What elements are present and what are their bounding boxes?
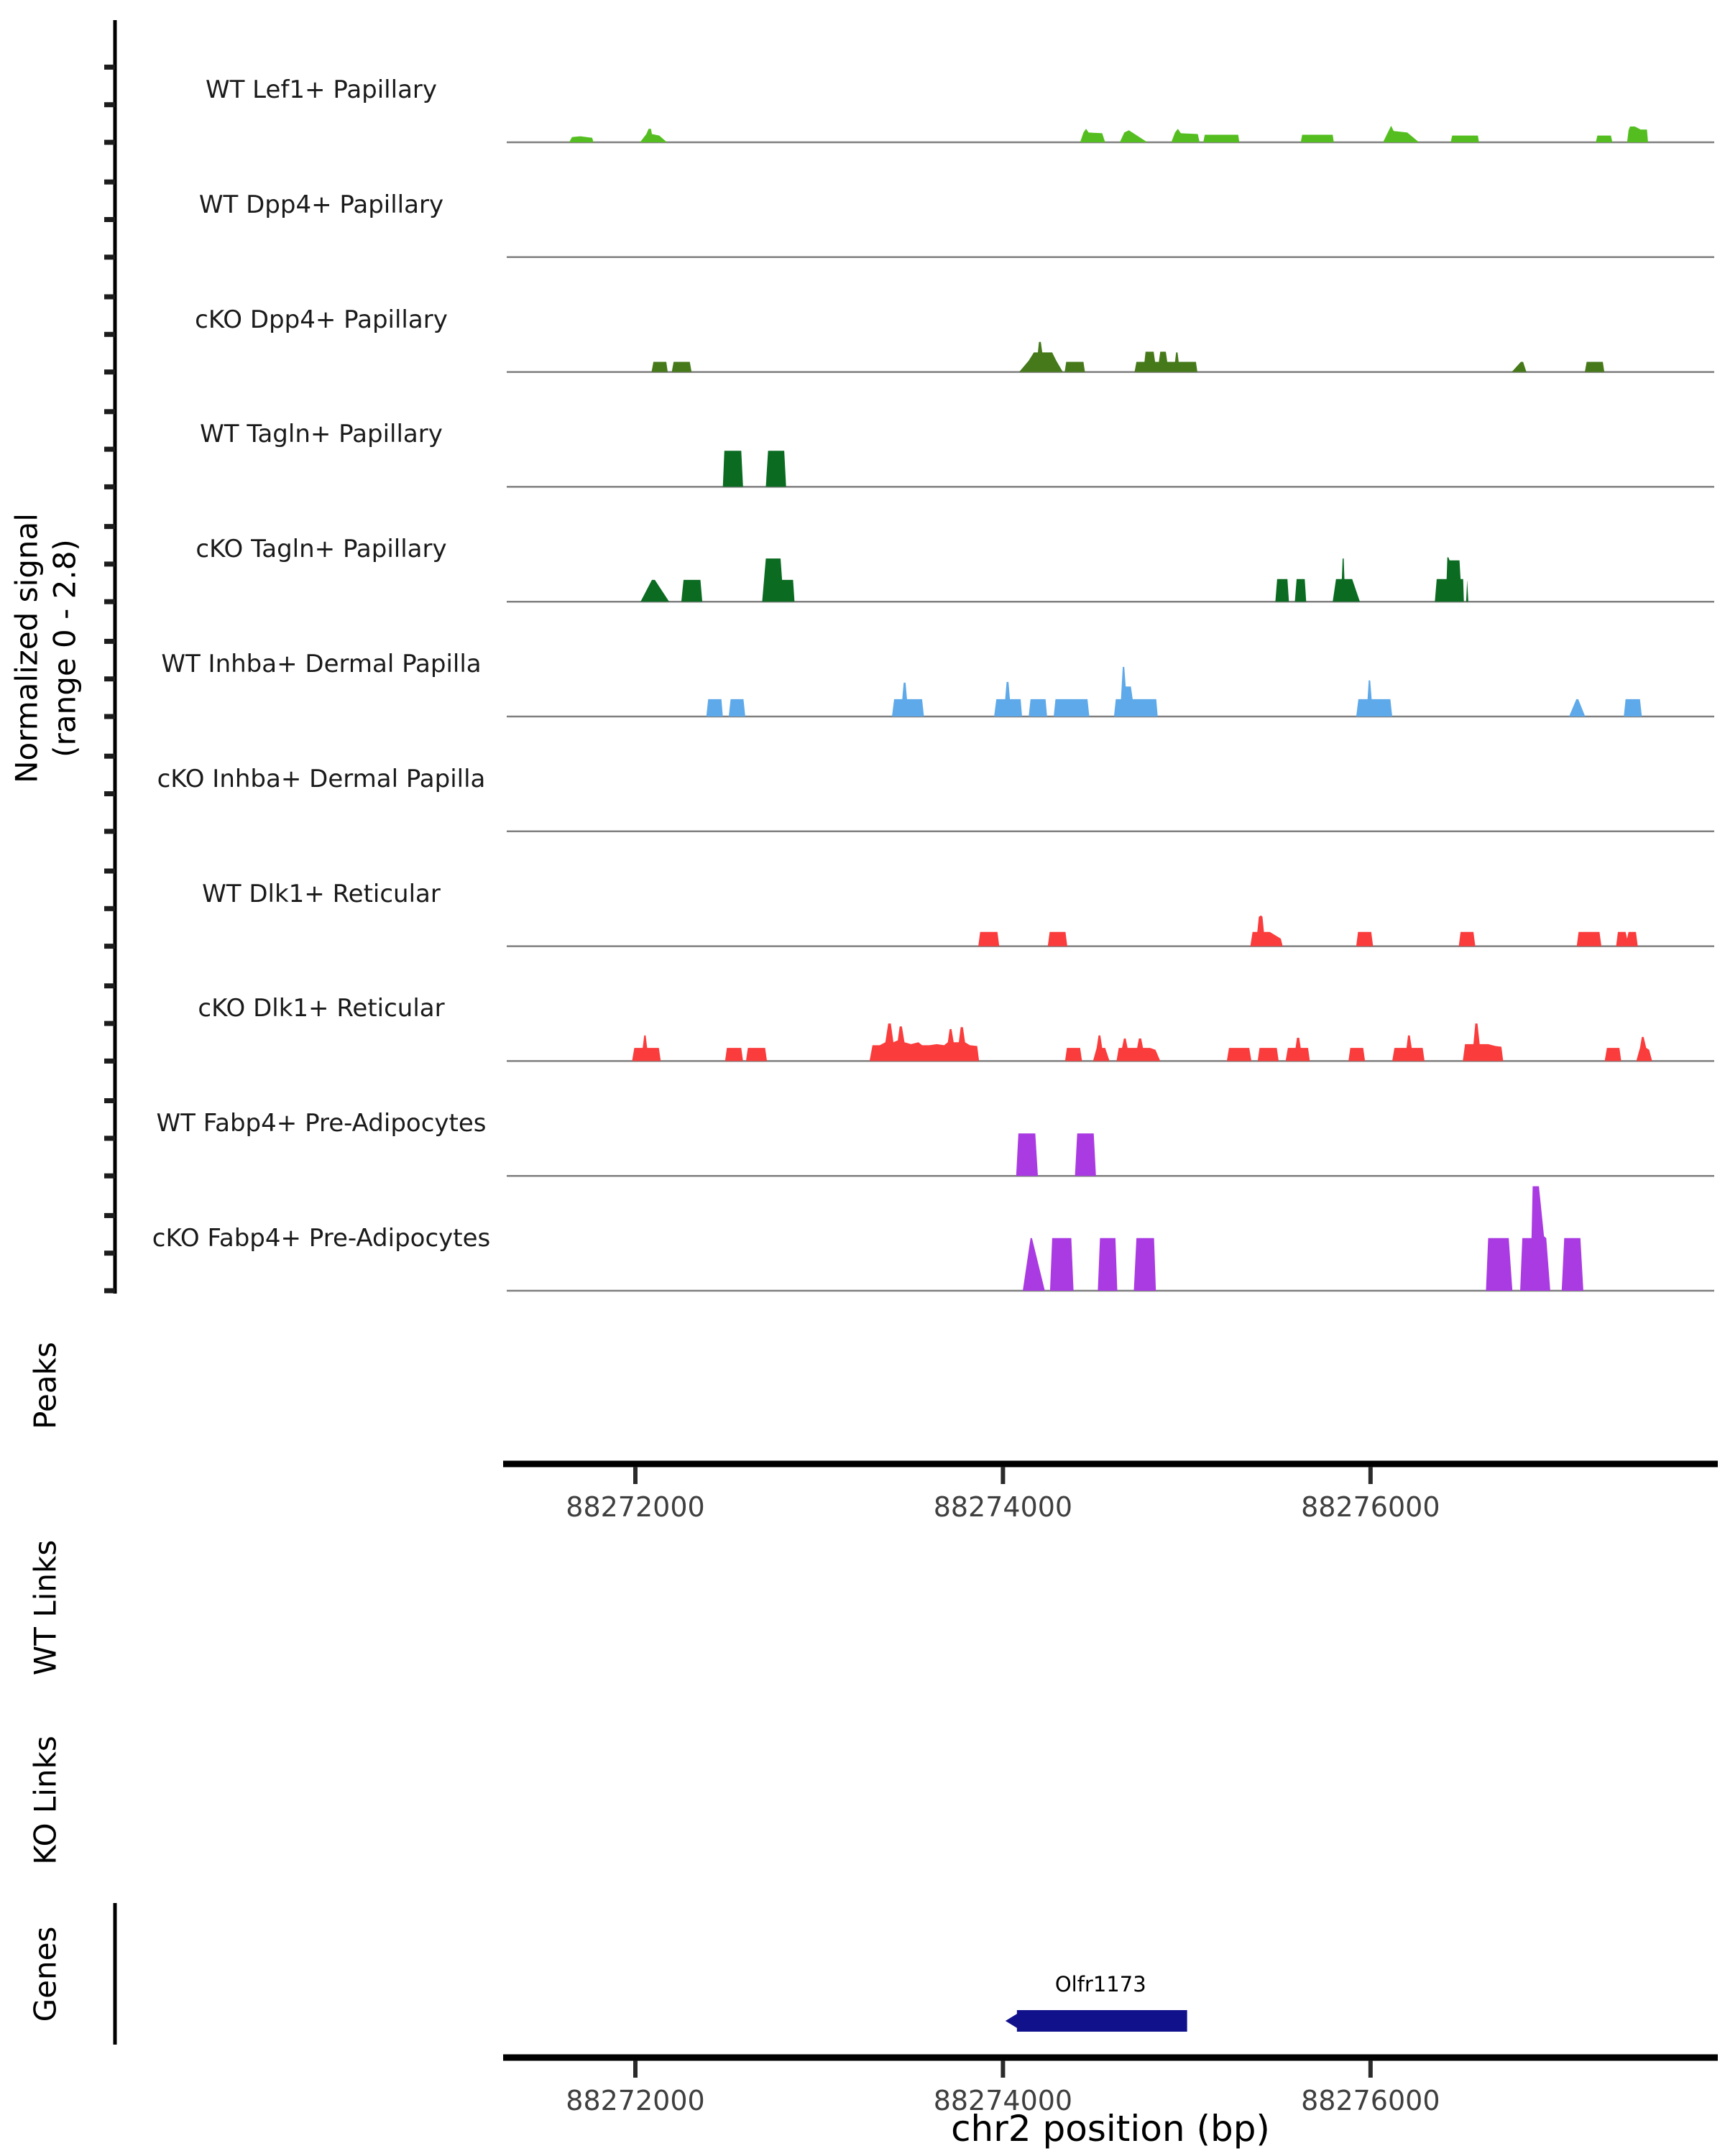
signal-peak xyxy=(1258,1048,1279,1061)
signal-peak xyxy=(640,129,667,142)
signal-peak xyxy=(1120,130,1147,142)
x-axis-title: chr2 position (bp) xyxy=(951,2108,1270,2150)
genome-axis-tick-label: 88276000 xyxy=(1301,2085,1440,2116)
signal-peak xyxy=(681,580,702,602)
signal-peak xyxy=(1019,342,1063,372)
track-label: cKO Tagln+ Papillary xyxy=(196,535,447,564)
signal-peak xyxy=(1286,1038,1310,1061)
genome-axis-tick-label: 88272000 xyxy=(566,1491,705,1523)
signal-peak xyxy=(1585,362,1604,372)
section-label: WT Links xyxy=(27,1539,63,1676)
y-axis-label xyxy=(9,513,84,783)
signal-peak xyxy=(1435,558,1463,602)
signal-peak xyxy=(1356,681,1392,717)
genome-axis-tick-label: 88274000 xyxy=(933,2085,1073,2116)
signal-peak xyxy=(1569,699,1586,717)
signal-peak xyxy=(1333,558,1360,602)
signal-peak xyxy=(1172,129,1200,142)
signal-peak xyxy=(569,137,594,142)
signal-peak xyxy=(1093,1036,1110,1061)
signal-peak xyxy=(1023,1238,1045,1291)
signal-peak xyxy=(1227,1048,1251,1061)
signal-peak xyxy=(766,451,786,487)
section-label: Genes xyxy=(27,1926,63,2022)
signal-peak xyxy=(1450,136,1478,142)
track-label: WT Dpp4+ Papillary xyxy=(198,190,444,219)
y-axis-label-line1: Normalized signal xyxy=(9,513,45,783)
signal-peak xyxy=(1203,135,1239,143)
track-label: cKO Inhba+ Dermal Papilla xyxy=(157,764,486,793)
signal-peak xyxy=(1275,579,1289,602)
signal-peak xyxy=(1512,362,1527,372)
signal-peak xyxy=(1383,126,1419,142)
track-label: WT Inhba+ Dermal Papilla xyxy=(161,650,482,678)
signal-peak xyxy=(1637,1037,1652,1061)
signal-peak xyxy=(1624,699,1642,717)
signal-peak xyxy=(746,1048,767,1061)
gene-name-label: Olfr1173 xyxy=(1054,1972,1146,1996)
signal-peak xyxy=(1348,1048,1365,1061)
signal-peak xyxy=(1098,1238,1117,1291)
signal-peak xyxy=(1459,932,1476,946)
track-label: WT Dlk1+ Reticular xyxy=(202,879,441,908)
signal-peak xyxy=(1295,579,1307,602)
signal-peak xyxy=(1466,580,1468,602)
gene-body xyxy=(1017,2010,1187,2032)
signal-peak xyxy=(1301,135,1334,143)
signal-peak xyxy=(1048,932,1067,946)
signal-peak xyxy=(632,1036,661,1061)
signal-peak xyxy=(1392,1036,1425,1061)
signal-peak xyxy=(892,683,924,717)
signal-peak xyxy=(1050,1238,1074,1291)
signal-peak xyxy=(1114,667,1158,717)
track-label: WT Tagln+ Papillary xyxy=(200,420,443,449)
signal-peak xyxy=(1520,1187,1550,1291)
signal-peak xyxy=(723,451,743,487)
signal-peak xyxy=(1562,1238,1583,1291)
y-axis-label-line2: (range 0 - 2.8) xyxy=(47,539,82,757)
signal-peak xyxy=(1054,699,1090,717)
signal-peak xyxy=(1080,129,1105,142)
section-label: Peaks xyxy=(27,1342,63,1429)
signal-peak xyxy=(652,362,668,372)
signal-peak xyxy=(725,1048,743,1061)
signal-peak xyxy=(1596,136,1612,142)
track-label: cKO Dlk1+ Reticular xyxy=(198,994,445,1023)
signal-peak xyxy=(1029,699,1047,717)
genome-axis-tick-label: 88276000 xyxy=(1301,1491,1440,1523)
signal-peak xyxy=(1134,1238,1156,1291)
signal-peak xyxy=(729,699,745,717)
signal-peak xyxy=(1627,126,1648,142)
signal-peak xyxy=(1016,1133,1038,1176)
track-label: WT Fabp4+ Pre-Adipocytes xyxy=(156,1109,487,1138)
signal-peak xyxy=(870,1023,979,1061)
signal-peak xyxy=(1065,1048,1082,1061)
track-label: WT Lef1+ Papillary xyxy=(205,75,438,104)
signal-peak xyxy=(978,932,999,946)
signal-peak xyxy=(1064,362,1085,372)
signal-peak xyxy=(1251,916,1283,946)
signal-peak xyxy=(1116,1038,1160,1061)
signal-peak xyxy=(1605,1048,1622,1061)
signal-peak xyxy=(1577,932,1601,946)
track-label: cKO Fabp4+ Pre-Adipocytes xyxy=(152,1224,491,1253)
signal-peak xyxy=(640,580,669,602)
section-label: KO Links xyxy=(27,1736,63,1865)
signal-peak xyxy=(707,699,723,717)
signal-peak xyxy=(672,362,692,372)
gene-strand-arrow xyxy=(1006,2013,1018,2029)
signal-peak xyxy=(1616,932,1638,946)
signal-peak xyxy=(762,558,794,602)
signal-peak xyxy=(1486,1238,1512,1291)
track-label: cKO Dpp4+ Papillary xyxy=(195,305,448,334)
genome-axis-tick-label: 88272000 xyxy=(566,2085,705,2116)
genome-axis-tick-label: 88274000 xyxy=(933,1491,1073,1523)
signal-peak xyxy=(1463,1023,1503,1061)
signal-peak xyxy=(994,682,1022,717)
signal-peak xyxy=(1135,351,1197,372)
signal-peak xyxy=(1075,1133,1096,1176)
signal-peak xyxy=(1356,932,1374,946)
